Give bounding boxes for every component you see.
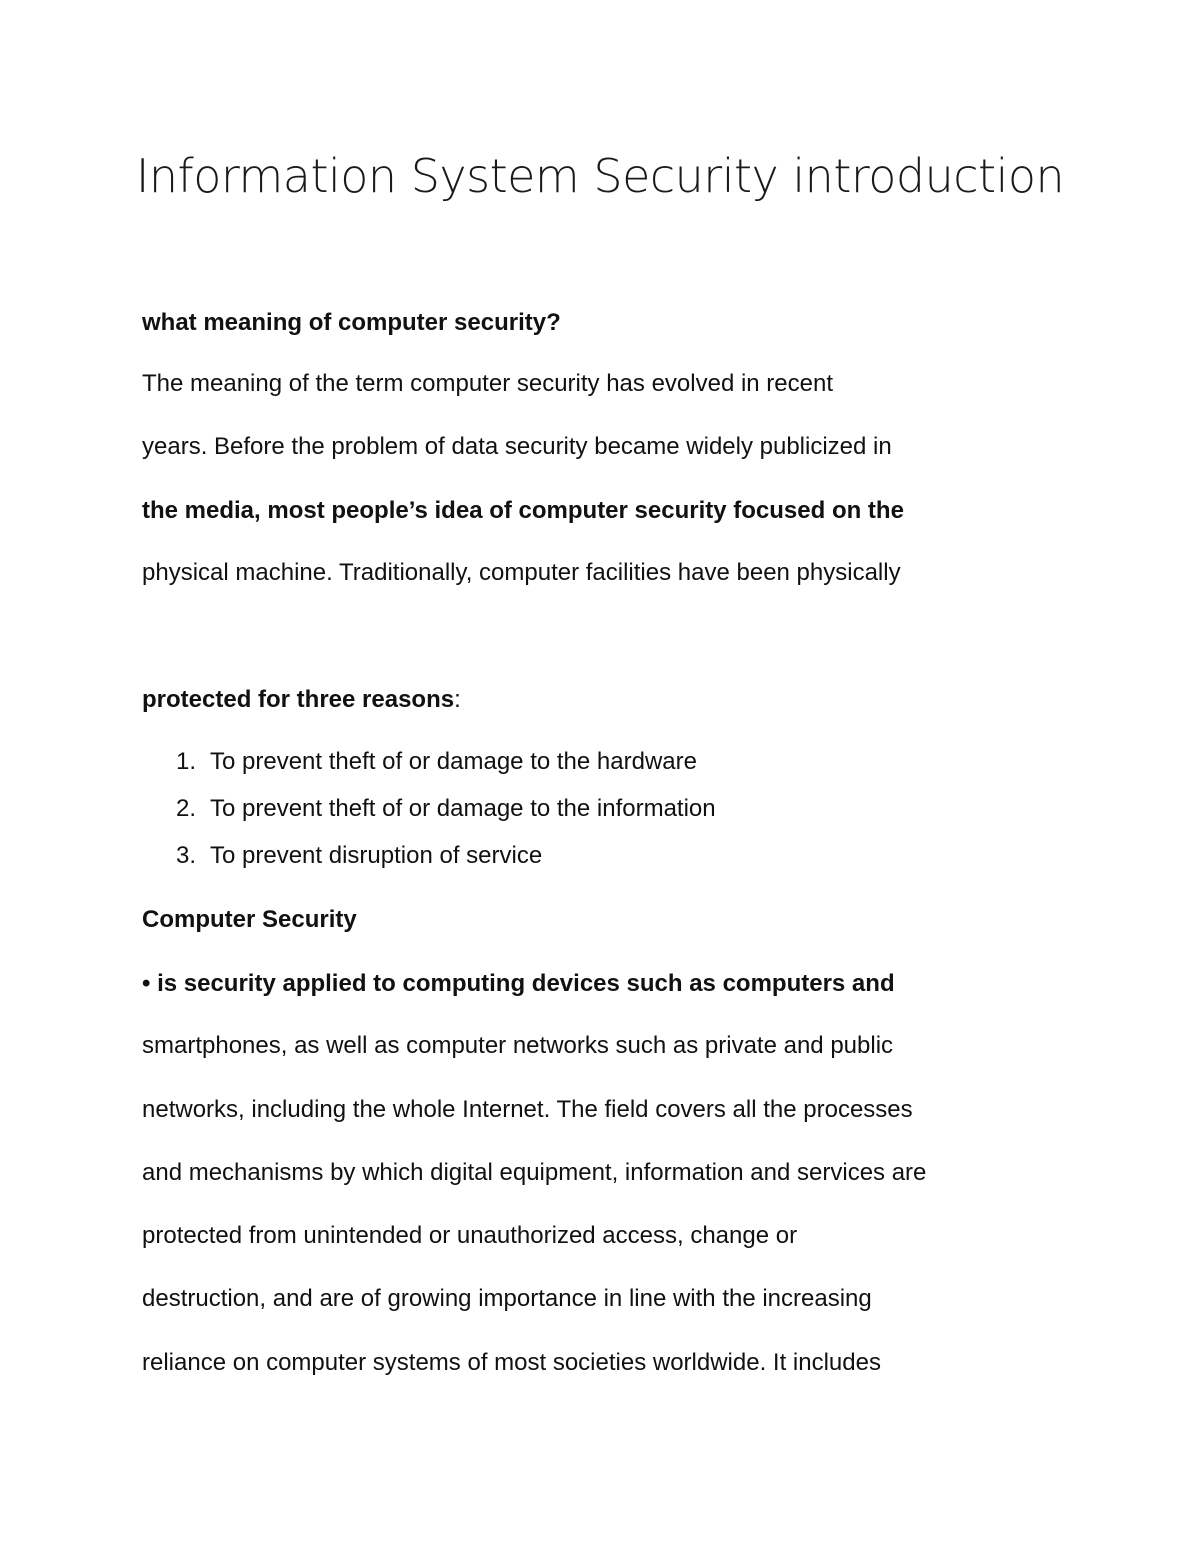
reasons-heading: [142, 684, 461, 716]
reason-list-item: [176, 840, 542, 872]
paragraph2-line-4: and mechanisms by which digital equipment, information and services are: [142, 1159, 927, 1186]
reason-number: 2.: [176, 795, 197, 822]
paragraph1-line-3: the media, most people’s idea of computer security focused on the: [142, 497, 904, 524]
reason-text: To prevent theft of or damage to the hardware: [210, 748, 697, 775]
paragraph1-line-2: years. Before the problem of data security became widely publicized in: [142, 433, 892, 460]
page-title: Information System Security introduction: [135, 149, 1065, 203]
paragraph2-line-6: destruction, and are of growing importance in line with the increasing: [142, 1285, 872, 1312]
paragraph2-line-3: networks, including the whole Internet. The field covers all the processes: [142, 1096, 913, 1123]
paragraph2-line-1: • is security applied to computing devices such as computers and: [142, 970, 895, 997]
question-heading: what meaning of computer security?: [142, 309, 561, 336]
section-heading: Computer Security: [142, 906, 357, 933]
paragraph2-line-7: reliance on computer systems of most societies worldwide. It includes: [142, 1349, 881, 1376]
reason-list-item: [176, 746, 697, 778]
paragraph1-line-4: physical machine. Traditionally, computer facilities have been physically: [142, 559, 901, 586]
reasons-heading-colon: :: [454, 686, 461, 713]
reasons-heading-text: protected for three reasons: [142, 686, 455, 713]
reason-text: To prevent disruption of service: [210, 842, 543, 869]
paragraph1-line-1: The meaning of the term computer security has evolved in recent: [142, 370, 834, 397]
paragraph2-line-2: smartphones, as well as computer networks such as private and public: [142, 1032, 894, 1059]
paragraph2-line-5: protected from unintended or unauthorized access, change or: [142, 1222, 798, 1249]
reason-list-item: [176, 793, 716, 825]
reason-text: To prevent theft of or damage to the information: [210, 795, 716, 822]
reason-number: 3.: [176, 842, 197, 869]
reason-number: 1.: [176, 748, 197, 775]
